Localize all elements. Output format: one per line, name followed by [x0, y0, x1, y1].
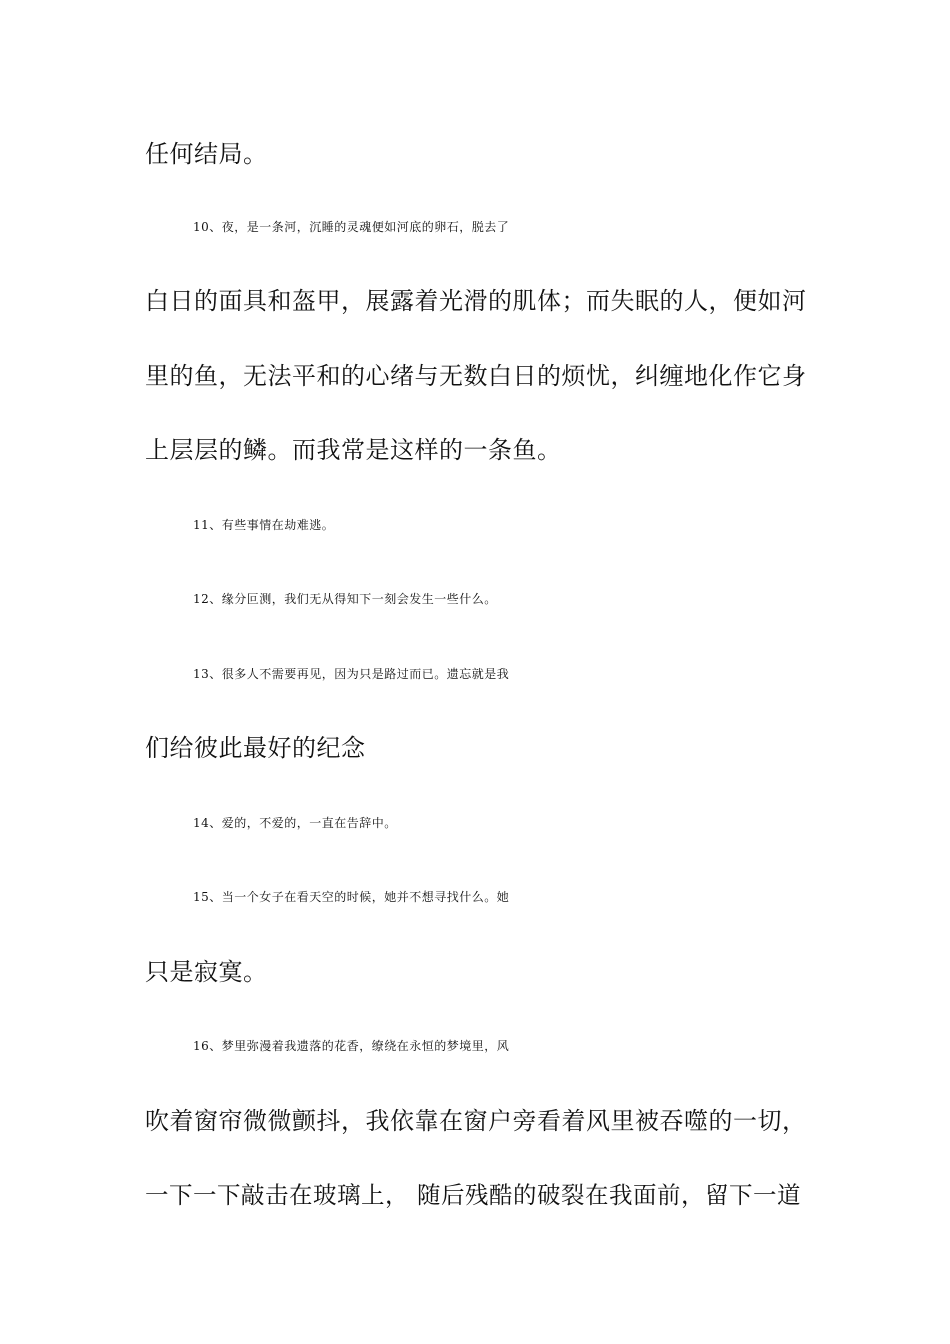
text-line-12: 只是寂寞。: [145, 958, 268, 986]
text-line-3: 白日的面具和盔甲，展露着光滑的肌体；而失眠的人，便如河: [145, 287, 807, 315]
text-line-5: 上层层的鳞。而我常是这样的一条鱼。: [145, 436, 562, 464]
text-line-9: 们给彼此最好的纪念: [145, 734, 366, 762]
text-line-6: 11、有些事情在劫难逃。: [193, 518, 335, 532]
text-line-1: 任何结局。: [145, 140, 268, 168]
text-line-4: 里的鱼，无法平和的心绪与无数白日的烦忧，纠缠地化作它身: [145, 362, 807, 390]
text-line-10: 14、爱的，不爱的，一直在告辞中。: [193, 816, 397, 830]
text-line-8: 13、很多人不需要再见，因为只是路过而已。遗忘就是我: [193, 667, 510, 681]
text-line-15: 一下一下敲击在玻璃上， 随后残酷的破裂在我面前，留下一道: [145, 1181, 801, 1209]
text-line-13: 16、梦里弥漫着我遗落的花香，缭绕在永恒的梦境里，风: [193, 1039, 510, 1053]
text-line-7: 12、缘分叵测，我们无从得知下一刻会发生一些什么。: [193, 592, 497, 606]
text-line-2: 10、夜，是一条河，沉睡的灵魂便如河底的卵石，脱去了: [193, 220, 510, 234]
text-line-11: 15、当一个女子在看天空的时候，她并不想寻找什么。她: [193, 890, 510, 904]
text-line-14: 吹着窗帘微微颤抖，我依靠在窗户旁看着风里被吞噬的一切，: [145, 1107, 807, 1135]
